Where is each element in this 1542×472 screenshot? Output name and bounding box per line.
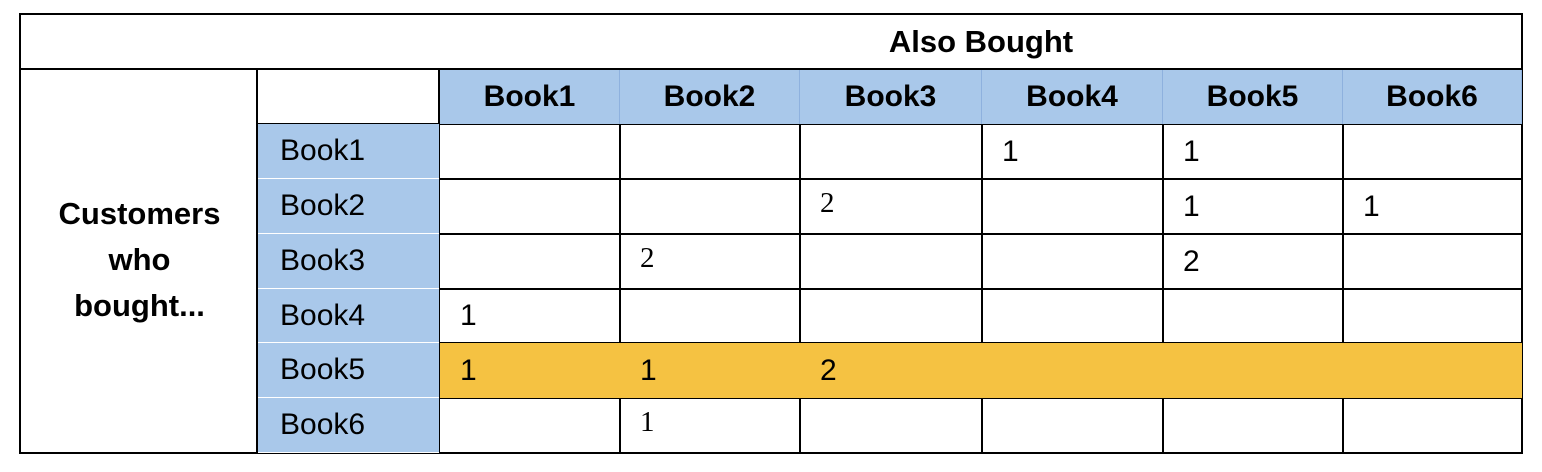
column-header-book3: Book3 <box>800 70 982 124</box>
cell-book6-book5 <box>1163 398 1343 453</box>
row-header-book1: Book1 <box>258 124 439 179</box>
cell-book5-book1: 1 <box>460 353 477 387</box>
cell-book1-book3 <box>800 124 982 179</box>
row-group-title <box>21 180 258 340</box>
cell-book3-book6 <box>1343 234 1522 289</box>
column-header-book1: Book1 <box>440 70 620 124</box>
cell-book4-book6 <box>1343 289 1522 343</box>
cell-book6-book6 <box>1343 398 1522 453</box>
column-header-book2: Book2 <box>620 70 800 124</box>
cell-book4-book2 <box>620 289 800 343</box>
row-header-book6: Book6 <box>258 398 439 453</box>
cell-book3-book2: 2 <box>640 242 655 274</box>
cell-book2-book5: 1 <box>1183 189 1200 223</box>
cell-book5-book3: 2 <box>820 353 837 387</box>
column-header-book6: Book6 <box>1343 70 1522 124</box>
row-header-book5: Book5 <box>258 343 439 398</box>
row-header-book3: Book3 <box>258 234 439 289</box>
cell-book2-book6: 1 <box>1363 189 1380 223</box>
cell-book3-book4 <box>982 234 1163 289</box>
cell-book6-book3 <box>800 398 982 453</box>
cell-book4-book4 <box>982 289 1163 343</box>
cell-book1-book6 <box>1343 124 1522 179</box>
cell-book4-book5 <box>1163 289 1343 343</box>
row-header-book4: Book4 <box>258 289 439 343</box>
cell-book6-book2: 1 <box>640 406 655 438</box>
row-group-title-text: Customers who bought... <box>58 196 221 323</box>
cell-book1-book4: 1 <box>1002 134 1019 168</box>
cell-book4-book3 <box>800 289 982 343</box>
cell-book1-book2 <box>620 124 800 179</box>
column-header-book5: Book5 <box>1163 70 1343 124</box>
cell-book4-book1: 1 <box>460 299 477 332</box>
cell-book1-book5: 1 <box>1183 134 1200 168</box>
cell-book5-book5 <box>1163 343 1343 398</box>
cell-book3-book3 <box>800 234 982 289</box>
column-header-book4: Book4 <box>982 70 1163 124</box>
cell-book2-book2 <box>620 179 800 234</box>
cell-book6-book1 <box>440 398 620 453</box>
column-group-title: Also Bought <box>888 24 1074 59</box>
cell-book6-book4 <box>982 398 1163 453</box>
cell-book3-book1 <box>440 234 620 289</box>
cell-book1-book1 <box>440 124 620 179</box>
cell-book5-book4 <box>982 343 1163 398</box>
cell-book5-book2: 1 <box>640 353 657 387</box>
cell-book2-book1 <box>440 179 620 234</box>
cell-book5-book6 <box>1343 343 1522 398</box>
row-header-book2: Book2 <box>258 179 439 234</box>
cell-book2-book3: 2 <box>820 187 835 219</box>
cell-book2-book4 <box>982 179 1163 234</box>
cell-book3-book5: 2 <box>1183 244 1200 278</box>
